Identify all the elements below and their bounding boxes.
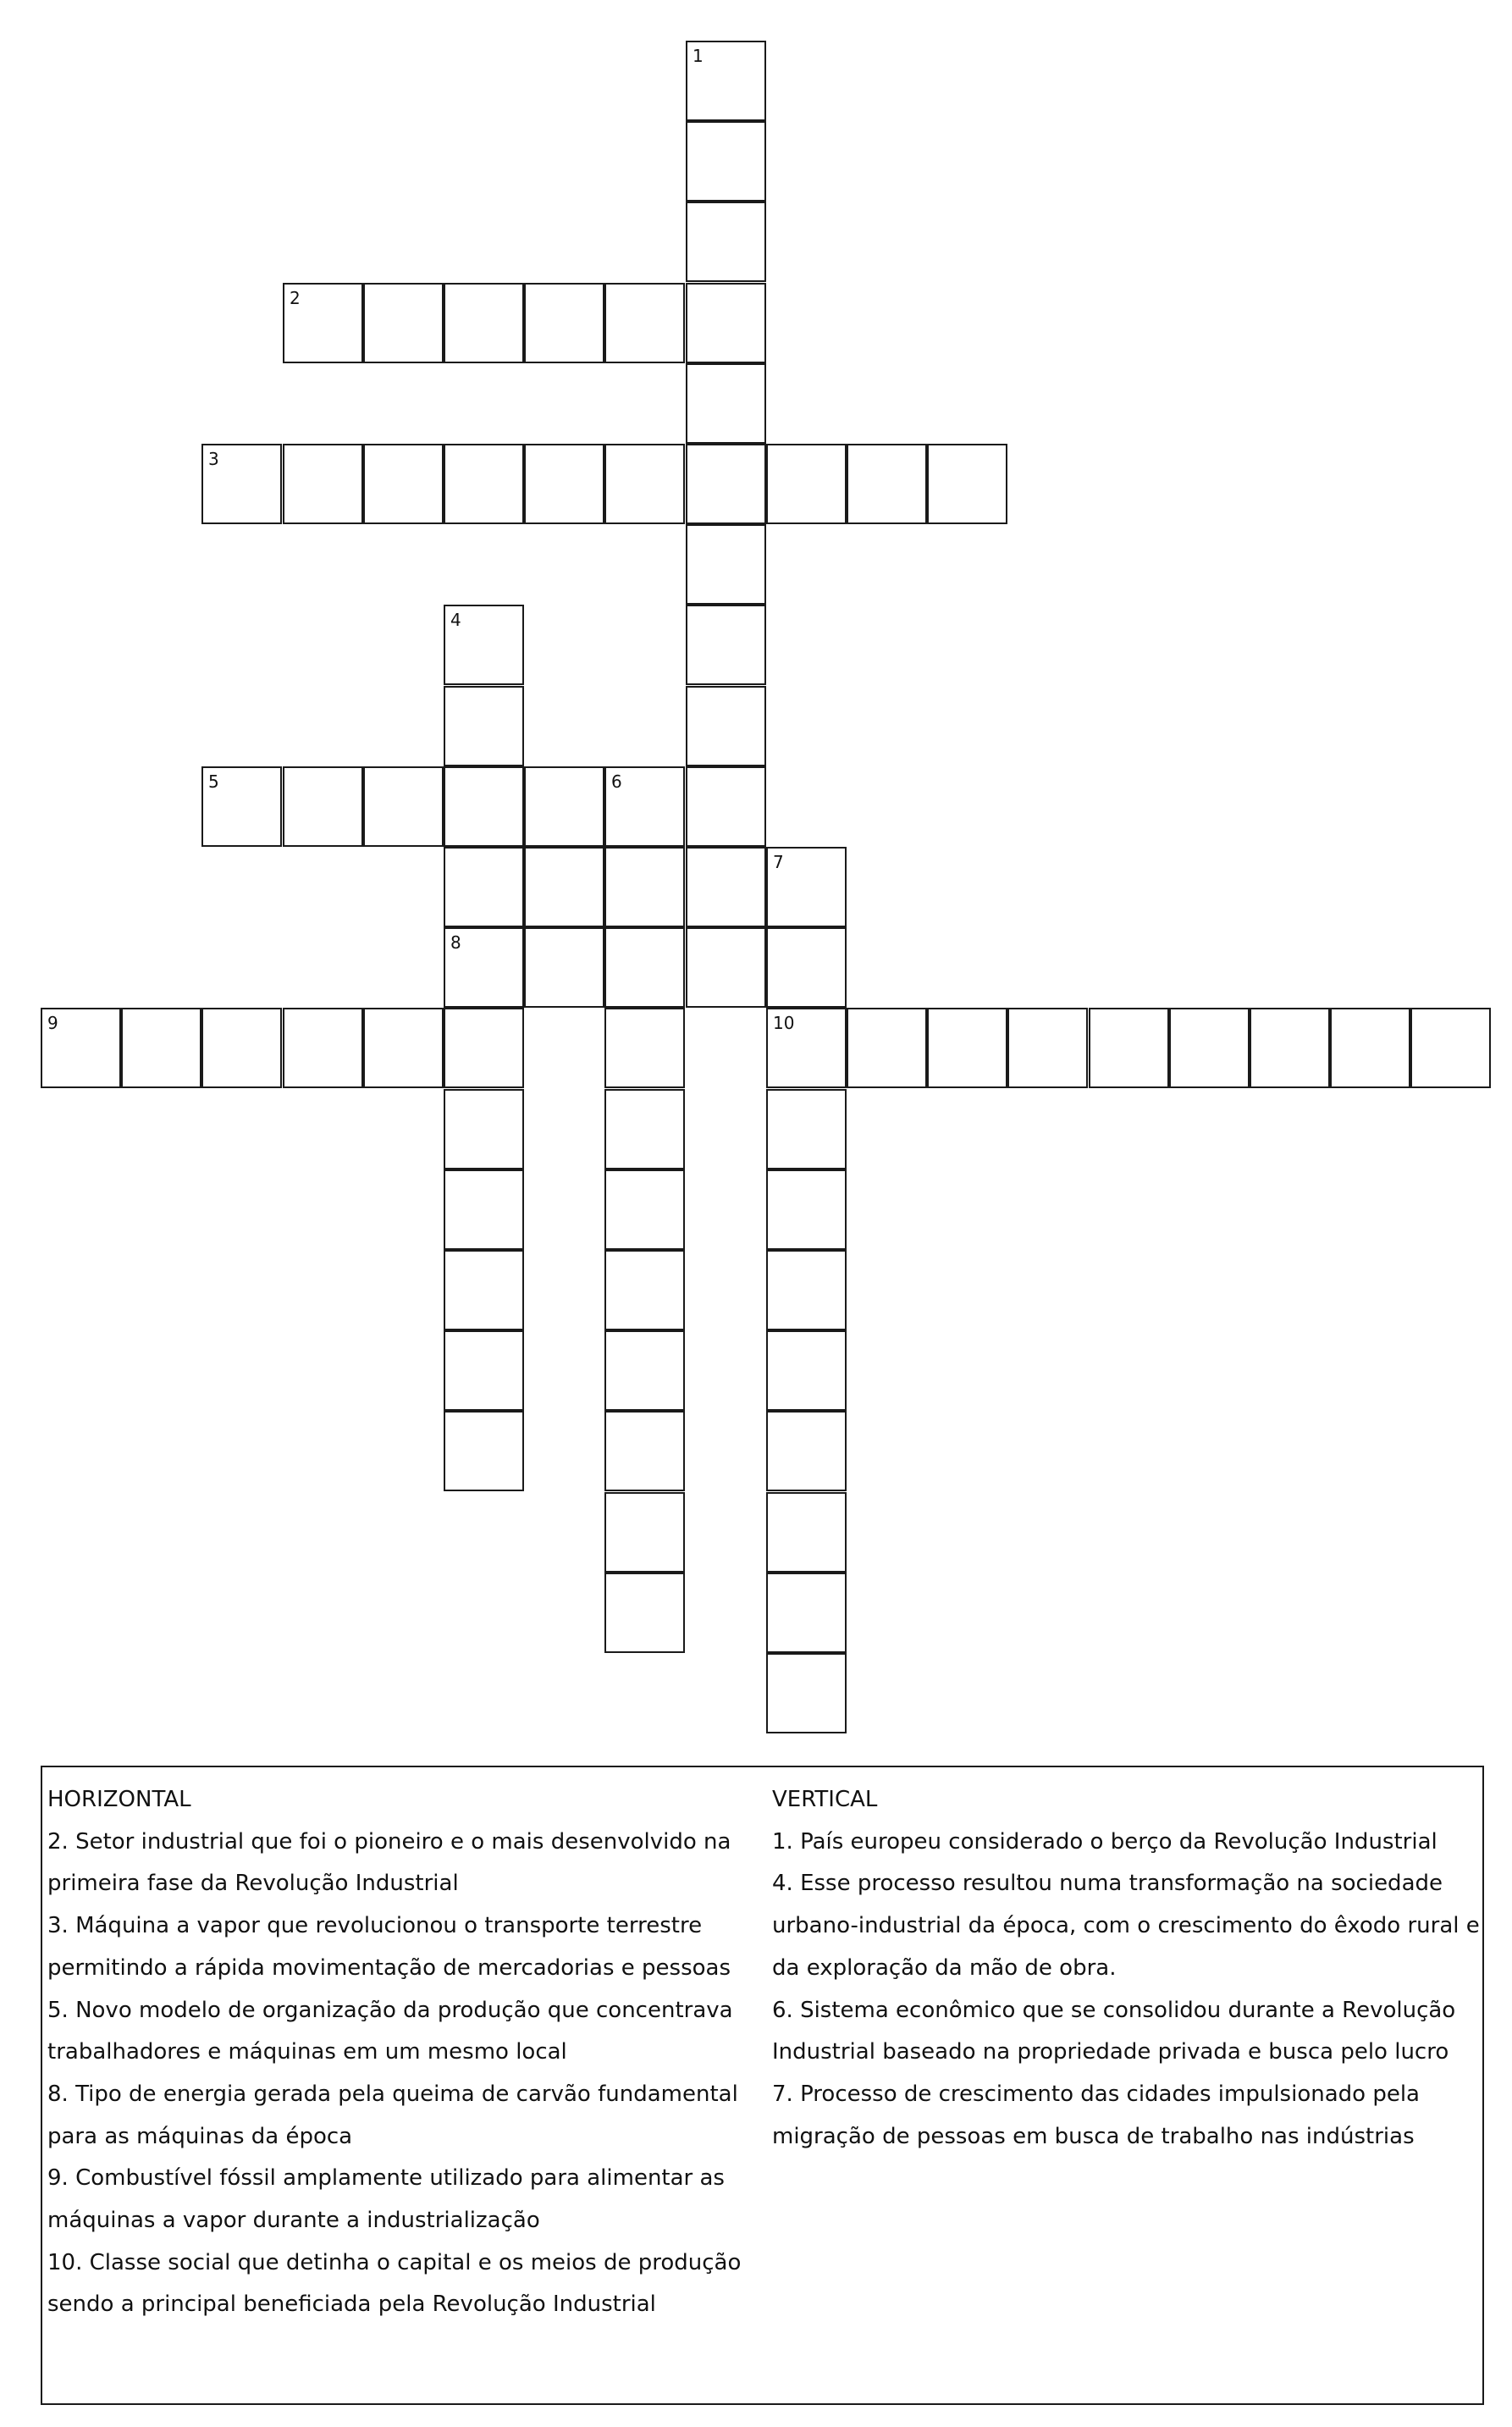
grid-cell[interactable] bbox=[847, 444, 927, 524]
grid-cell[interactable] bbox=[444, 847, 524, 927]
grid-cell[interactable] bbox=[524, 444, 604, 524]
clue-horizontal-10: 10. Classe social que detinha o capital e os meios de produção sendo a principal beneficiada pela Revolução Industrial bbox=[47, 2249, 742, 2318]
grid-cell[interactable] bbox=[363, 444, 444, 524]
grid-cell[interactable] bbox=[444, 1169, 524, 1250]
clue-horizontal-9: 9. Combustível fóssil amplamente utilizado para alimentar as máquinas a vapor durante a industrialização bbox=[47, 2165, 725, 2234]
grid-cell[interactable] bbox=[766, 1411, 847, 1491]
grid-cell[interactable] bbox=[363, 766, 444, 847]
grid-cell[interactable] bbox=[524, 283, 604, 363]
grid-cell[interactable] bbox=[927, 444, 1007, 524]
grid-cell[interactable] bbox=[201, 766, 282, 847]
grid-cell[interactable] bbox=[686, 121, 766, 202]
grid-cell[interactable] bbox=[41, 1008, 121, 1088]
clue-number: 7 bbox=[773, 852, 784, 872]
vertical-title: VERTICAL bbox=[772, 1787, 878, 1812]
horizontal-title: HORIZONTAL bbox=[47, 1787, 191, 1812]
grid-cell[interactable] bbox=[766, 1653, 847, 1733]
grid-cell[interactable] bbox=[766, 927, 847, 1008]
grid-cell[interactable] bbox=[604, 1492, 685, 1573]
grid-cell[interactable] bbox=[363, 1008, 444, 1088]
grid-cell[interactable] bbox=[686, 363, 766, 444]
grid-cell[interactable] bbox=[283, 444, 363, 524]
grid-cell[interactable] bbox=[444, 927, 524, 1008]
clues-box bbox=[41, 1766, 1484, 2405]
grid-cell[interactable] bbox=[1410, 1008, 1491, 1088]
grid-cell[interactable] bbox=[686, 605, 766, 685]
grid-cell[interactable] bbox=[766, 847, 847, 927]
grid-cell[interactable] bbox=[444, 1250, 524, 1330]
grid-cell[interactable] bbox=[686, 283, 766, 363]
grid-cell[interactable] bbox=[444, 605, 524, 685]
clue-vertical-1: 1. País europeu considerado o berço da Revolução Industrial bbox=[772, 1828, 1438, 1855]
clue-horizontal-3: 3. Máquina a vapor que revolucionou o transporte terrestre permitindo a rápida movimentação de mercadorias e pessoas bbox=[47, 1913, 731, 1981]
clue-number: 2 bbox=[290, 288, 301, 308]
clue-number: 5 bbox=[208, 771, 219, 792]
grid-cell[interactable] bbox=[604, 283, 685, 363]
clue-vertical-7: 7. Processo de crescimento das cidades impulsionado pela migração de pessoas em busca de trabalho nas indústrias bbox=[772, 2081, 1420, 2149]
clue-horizontal-5: 5. Novo modelo de organização da produção que concentrava trabalhadores e máquinas em um mesmo local bbox=[47, 1997, 733, 2065]
clue-number: 6 bbox=[611, 771, 622, 792]
grid-cell[interactable] bbox=[766, 1573, 847, 1653]
grid-cell[interactable] bbox=[766, 1492, 847, 1573]
grid-cell[interactable] bbox=[201, 1008, 282, 1088]
grid-cell[interactable] bbox=[444, 1008, 524, 1088]
grid-cell[interactable] bbox=[1330, 1008, 1410, 1088]
grid-cell[interactable] bbox=[524, 927, 604, 1008]
clue-number: 3 bbox=[208, 449, 219, 469]
clue-number: 4 bbox=[450, 610, 461, 630]
grid-cell[interactable] bbox=[444, 686, 524, 766]
grid-cell[interactable] bbox=[1007, 1008, 1088, 1088]
grid-cell[interactable] bbox=[444, 766, 524, 847]
grid-cell[interactable] bbox=[686, 927, 766, 1008]
grid-cell[interactable] bbox=[686, 202, 766, 282]
grid-cell[interactable] bbox=[604, 1330, 685, 1411]
grid-cell[interactable] bbox=[604, 444, 685, 524]
grid-cell[interactable] bbox=[686, 847, 766, 927]
clue-vertical-4: 4. Esse processo resultou numa transformação na sociedade urbano-industrial da época, com o crescimento do êxodo rural e da exploração da mão de obra. bbox=[772, 1871, 1480, 1981]
clue-horizontal-2: 2. Setor industrial que foi o pioneiro e o mais desenvolvido na primeira fase da Revolução Industrial bbox=[47, 1828, 731, 1897]
grid-cell[interactable] bbox=[686, 41, 766, 121]
clue-vertical-6: 6. Sistema econômico que se consolidou durante a Revolução Industrial baseado na propriedade privada e busca pelo lucro bbox=[772, 1997, 1456, 2065]
clue-number: 1 bbox=[693, 46, 704, 66]
grid-cell[interactable] bbox=[283, 1008, 363, 1088]
grid-cell[interactable] bbox=[604, 1008, 685, 1088]
grid-cell[interactable] bbox=[444, 1411, 524, 1491]
grid-cell[interactable] bbox=[444, 444, 524, 524]
vertical-clues bbox=[772, 1779, 1482, 2158]
grid-cell[interactable] bbox=[686, 766, 766, 847]
grid-cell[interactable] bbox=[604, 1411, 685, 1491]
grid-cell[interactable] bbox=[524, 847, 604, 927]
grid-cell[interactable] bbox=[363, 283, 444, 363]
grid-cell[interactable] bbox=[444, 1089, 524, 1169]
grid-cell[interactable] bbox=[766, 1250, 847, 1330]
grid-cell[interactable] bbox=[524, 766, 604, 847]
grid-cell[interactable] bbox=[604, 927, 685, 1008]
grid-cell[interactable] bbox=[766, 1330, 847, 1411]
grid-cell[interactable] bbox=[604, 1573, 685, 1653]
grid-cell[interactable] bbox=[686, 444, 766, 524]
grid-cell[interactable] bbox=[201, 444, 282, 524]
grid-cell[interactable] bbox=[604, 766, 685, 847]
grid-cell[interactable] bbox=[604, 1250, 685, 1330]
grid-cell[interactable] bbox=[283, 766, 363, 847]
grid-cell[interactable] bbox=[1169, 1008, 1250, 1088]
grid-cell[interactable] bbox=[283, 283, 363, 363]
grid-cell[interactable] bbox=[847, 1008, 927, 1088]
grid-cell[interactable] bbox=[1250, 1008, 1330, 1088]
clue-number: 8 bbox=[450, 932, 461, 953]
grid-cell[interactable] bbox=[766, 1169, 847, 1250]
grid-cell[interactable] bbox=[604, 1089, 685, 1169]
clue-horizontal-8: 8. Tipo de energia gerada pela queima de carvão fundamental para as máquinas da época bbox=[47, 2081, 738, 2149]
grid-cell[interactable] bbox=[766, 1008, 847, 1088]
grid-cell[interactable] bbox=[766, 1089, 847, 1169]
grid-cell[interactable] bbox=[604, 1169, 685, 1250]
grid-cell[interactable] bbox=[1089, 1008, 1169, 1088]
grid-cell[interactable] bbox=[927, 1008, 1007, 1088]
clue-number: 10 bbox=[773, 1013, 795, 1033]
horizontal-clues bbox=[47, 1779, 786, 2326]
grid-cell[interactable] bbox=[121, 1008, 201, 1088]
grid-cell[interactable] bbox=[444, 1330, 524, 1411]
grid-cell[interactable] bbox=[444, 283, 524, 363]
grid-cell[interactable] bbox=[686, 686, 766, 766]
grid-cell[interactable] bbox=[604, 847, 685, 927]
grid-cell[interactable] bbox=[686, 524, 766, 605]
clue-number: 9 bbox=[47, 1013, 58, 1033]
grid-cell[interactable] bbox=[766, 444, 847, 524]
